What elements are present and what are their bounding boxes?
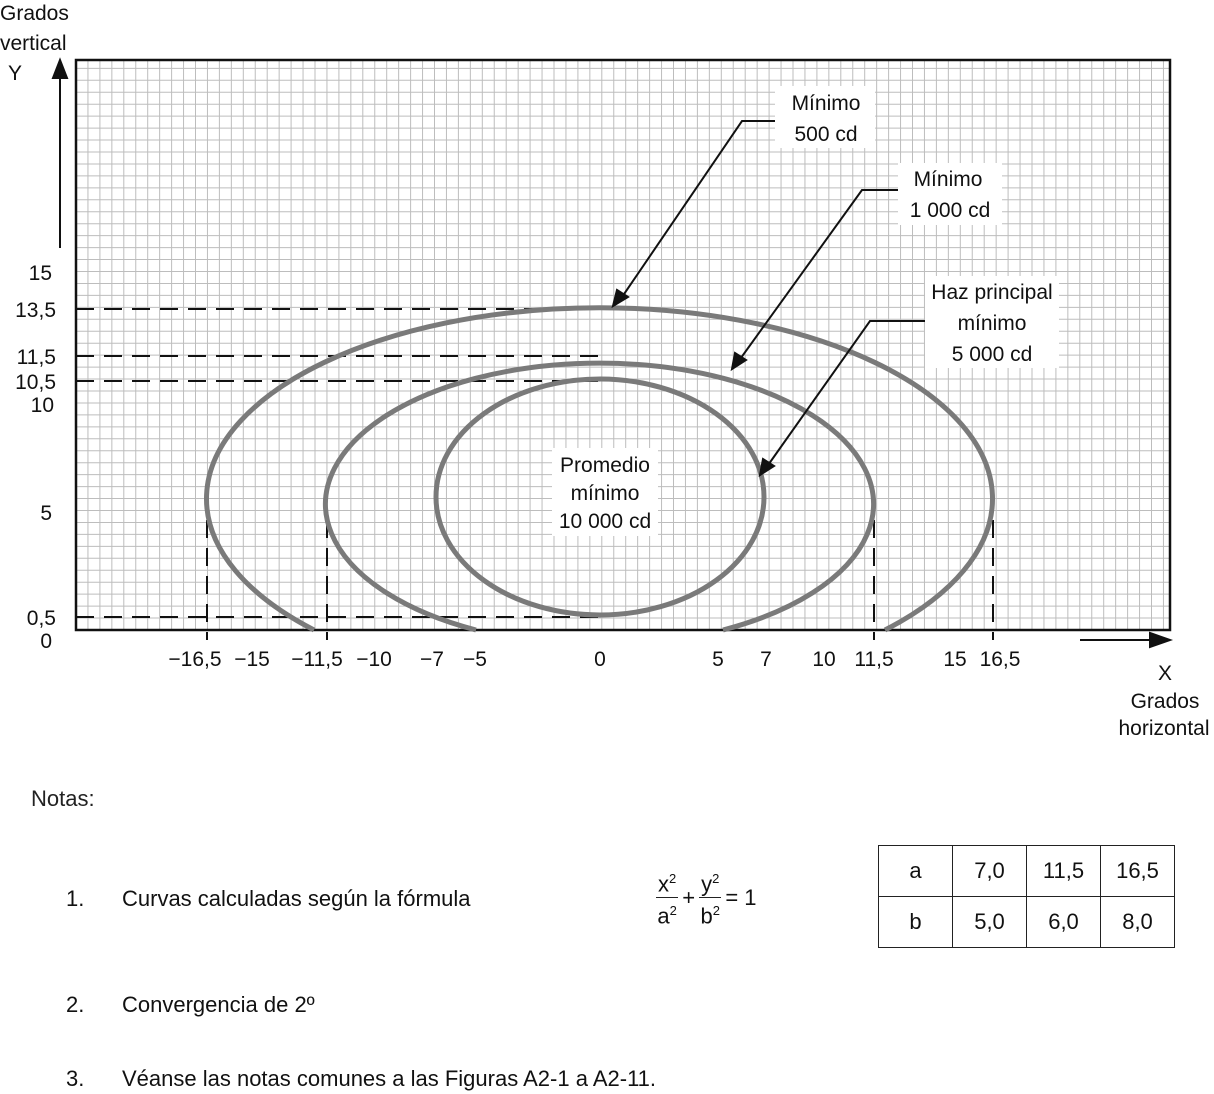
y-tick: 13,5: [15, 299, 56, 322]
y-label-line1: Grados: [0, 2, 69, 25]
annotation-haz-line2: mínimo: [957, 312, 1027, 335]
annotation-min1000-line1: Mínimo: [913, 168, 983, 191]
y-tick: 10,5: [15, 371, 56, 394]
y-label-line3: Y: [8, 62, 23, 85]
leader-arrows: [613, 121, 932, 475]
leader-haz-head: [760, 459, 774, 475]
leader-min1000: [738, 190, 898, 362]
table-cell: a: [879, 846, 953, 897]
note-1-number: 1.: [66, 886, 85, 911]
formula-b-den: $b^2$: [700, 903, 720, 929]
annotation-promedio-line2: mínimo: [570, 482, 640, 505]
annotation-promedio: [552, 448, 658, 536]
note-3: [66, 1066, 656, 1092]
table-row-a: [879, 846, 1175, 897]
formula-y-frac: [699, 866, 721, 930]
y-tick: 11,5: [16, 346, 56, 369]
formula-y-num: $y^2$: [699, 866, 721, 898]
formula-plus: +: [682, 884, 696, 910]
x-axis-arrowhead: [1150, 633, 1170, 647]
table-cell: b: [879, 897, 953, 948]
table-cell: 16,5: [1101, 846, 1175, 897]
annotation-min1000: [898, 163, 1002, 225]
y-tick: 5: [40, 502, 52, 525]
table-cell: 8,0: [1101, 897, 1175, 948]
x-tick: 16,5: [979, 648, 1021, 671]
y-tick: 0,5: [26, 607, 56, 630]
formula-x-frac: [656, 866, 678, 930]
annotation-haz-line3: 5 000 cd: [951, 343, 1033, 366]
annotation-promedio-line1: Promedio: [560, 454, 650, 477]
annotation-min1000-line2: 1 000 cd: [909, 199, 991, 222]
table-row-b: [879, 897, 1175, 948]
y-label-line2: vertical: [0, 32, 67, 55]
note-2-text: Convergencia de 2º: [122, 992, 315, 1017]
x-tick: −7: [420, 648, 444, 671]
formula-equals: = 1: [725, 884, 757, 910]
note-3-text: Véanse las notas comunes a las Figuras A2-1 a A2-11.: [122, 1066, 657, 1091]
y-tick: 0: [40, 630, 52, 653]
annotation-haz-line1: Haz principal: [931, 281, 1053, 304]
table-cell: 6,0: [1027, 897, 1101, 948]
annotation-haz: [925, 276, 1059, 368]
x-label-line2: Grados: [1130, 690, 1200, 713]
x-tick: −15: [234, 648, 270, 671]
x-tick: −10: [356, 648, 392, 671]
x-tick: −11,5: [291, 648, 343, 671]
table-cell: 5,0: [953, 897, 1027, 948]
x-tick: 0: [594, 648, 606, 671]
x-tick: −16,5: [168, 648, 222, 671]
annotation-min500: [775, 86, 875, 148]
x-tick: 11,5: [854, 648, 894, 671]
note-2: [66, 992, 315, 1018]
y-tick: 15: [28, 262, 52, 285]
note-1: [66, 886, 471, 912]
y-axis-arrowhead: [53, 60, 67, 78]
x-axis-label: [1118, 662, 1209, 740]
ab-table: [878, 845, 1175, 948]
y-tick: 10: [30, 394, 54, 417]
formula-x-num: $x^2$: [656, 866, 678, 898]
x-ticks: [168, 648, 1020, 671]
formula: [656, 866, 757, 930]
x-tick: 7: [760, 648, 772, 671]
table-cell: 7,0: [953, 846, 1027, 897]
note-1-text: Curvas calculadas según la fórmula: [122, 886, 471, 911]
x-tick: 15: [943, 648, 967, 671]
x-label-line1: X: [1157, 662, 1173, 685]
annotation-promedio-line3: 10 000 cd: [558, 510, 652, 533]
x-tick: −5: [463, 648, 487, 671]
y-ticks: [15, 262, 56, 653]
note-2-number: 2.: [66, 992, 85, 1017]
x-tick: 10: [812, 648, 836, 671]
x-label-line3: horizontal: [1118, 717, 1210, 740]
notes-heading: Notas:: [31, 786, 95, 811]
note-3-number: 3.: [66, 1066, 85, 1091]
annotation-min500-line1: Mínimo: [791, 92, 861, 115]
x-tick: 5: [712, 648, 724, 671]
table-cell: 11,5: [1027, 846, 1101, 897]
annotation-min500-line2: 500 cd: [794, 123, 858, 146]
formula-a-den: $a^2$: [657, 903, 677, 929]
